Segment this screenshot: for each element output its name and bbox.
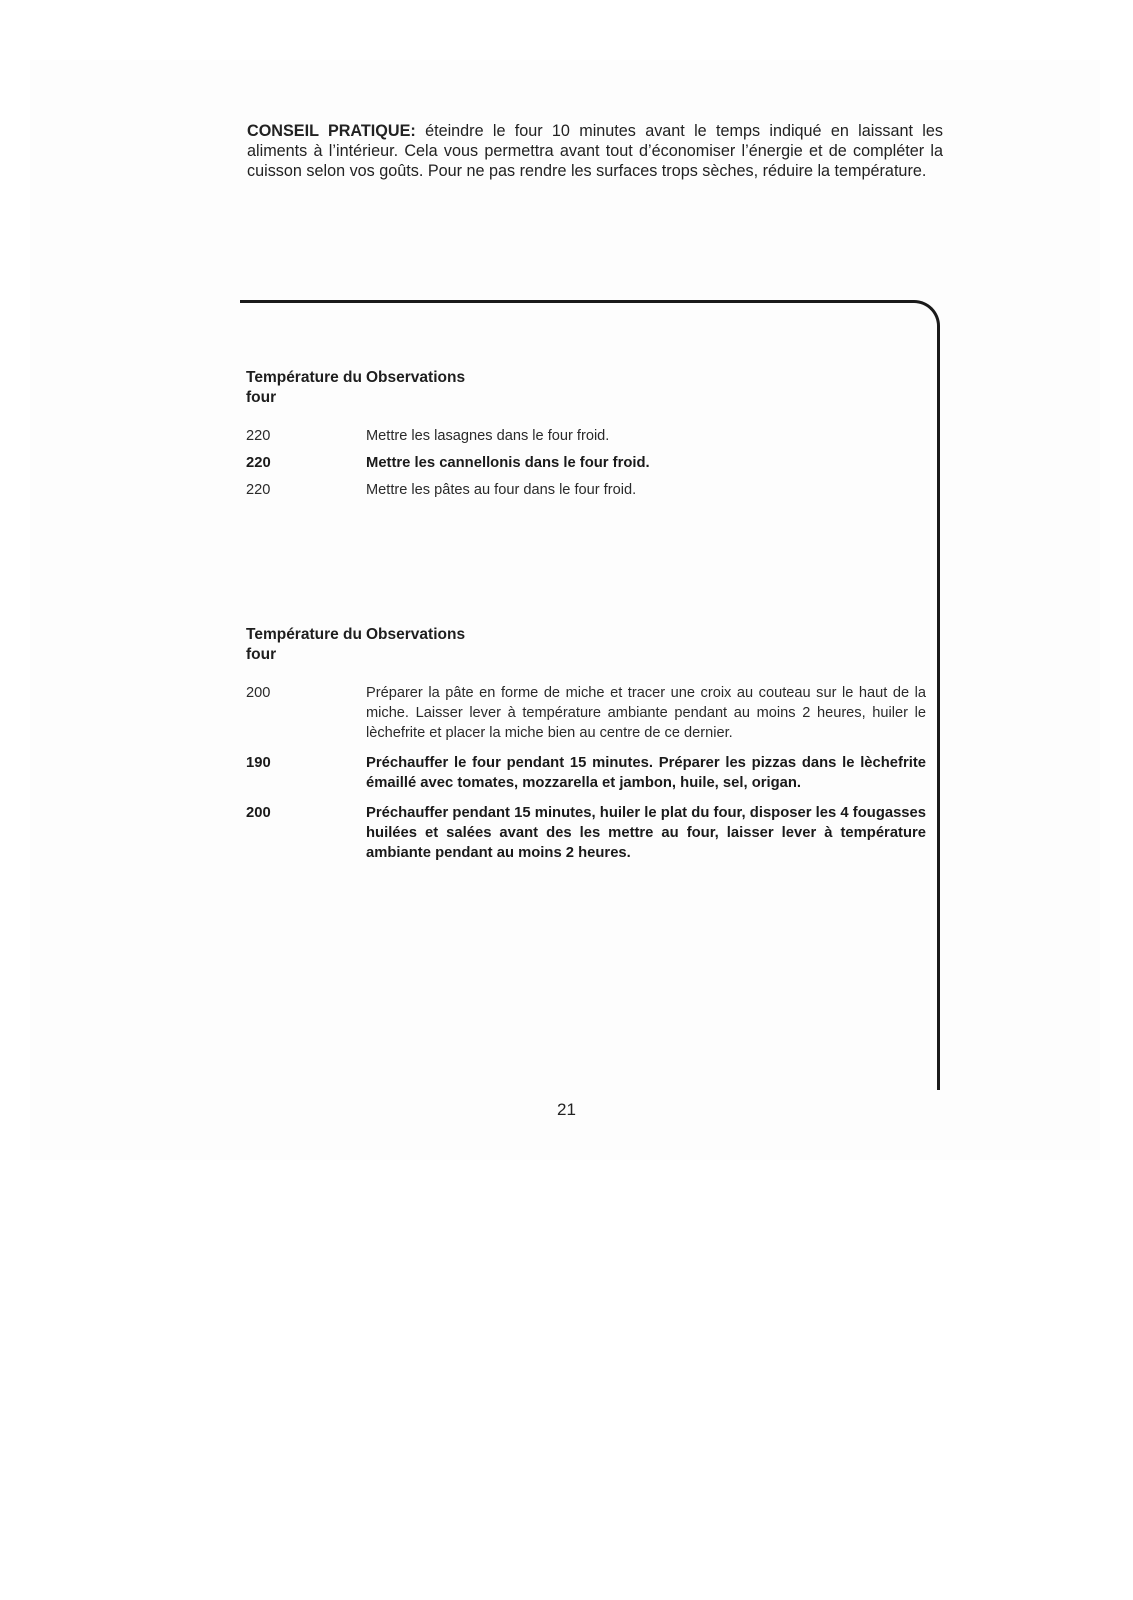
header-temperature: Température du four	[246, 626, 362, 663]
row-observation: Mettre les lasagnes dans le four froid.	[366, 428, 610, 444]
row-observation: Mettre les pâtes au four dans le four froid.	[366, 482, 637, 498]
table-row	[246, 683, 926, 743]
row-temperature: 200	[246, 685, 271, 701]
row-temperature: 220	[246, 428, 271, 444]
row-observation: Mettre les cannellonis dans le four froid.	[366, 455, 650, 471]
header-observations: Observations	[366, 626, 466, 643]
row-observation: Préchauffer le four pendant 15 minutes. Préparer les pizzas dans le lèchefrite émaillé avec tomates, mozzarella et jambon, huile, sel, origan.	[366, 755, 926, 791]
cooking-table-pasta	[246, 368, 926, 507]
practical-tip	[247, 121, 943, 181]
row-temperature: 190	[246, 755, 271, 771]
row-temperature: 200	[246, 805, 271, 821]
row-observation: Préparer la pâte en forme de miche et tracer une croix au couteau sur le haut de la miche. Laisser lever à température ambiante pendant au moins 2 heures, huiler le lèchefrite et placer la miche bien au centre de ce dernier.	[366, 685, 926, 741]
row-observation: Préchauffer pendant 15 minutes, huiler le plat du four, disposer les 4 fougasses huilées et salées avant des les mettre au four, laisser lever à température ambiante pendant au moins 2 heures.	[366, 805, 926, 861]
cooking-table-bread	[246, 625, 926, 873]
header-temperature: Température du four	[246, 369, 362, 406]
table-row	[246, 453, 926, 473]
table-row	[246, 426, 926, 446]
tip-label: CONSEIL PRATIQUE:	[247, 122, 416, 141]
table-row	[246, 803, 926, 863]
table-header	[246, 368, 926, 408]
row-temperature: 220	[246, 482, 271, 498]
table-row	[246, 480, 926, 500]
table-row	[246, 753, 926, 793]
table-header	[246, 625, 926, 665]
page-number: 21	[557, 1100, 576, 1119]
row-temperature: 220	[246, 455, 271, 471]
header-observations: Observations	[366, 369, 466, 386]
tip-text: éteindre le four 10 minutes avant le temps indiqué en laissant les aliments à l’intérieur. Cela vous permettra avant tout d’économiser l’énergie et de compléter la cuisson selon vos goûts. Pour ne pas rendre les surfaces trops sèches, réduire la température.	[247, 122, 944, 181]
